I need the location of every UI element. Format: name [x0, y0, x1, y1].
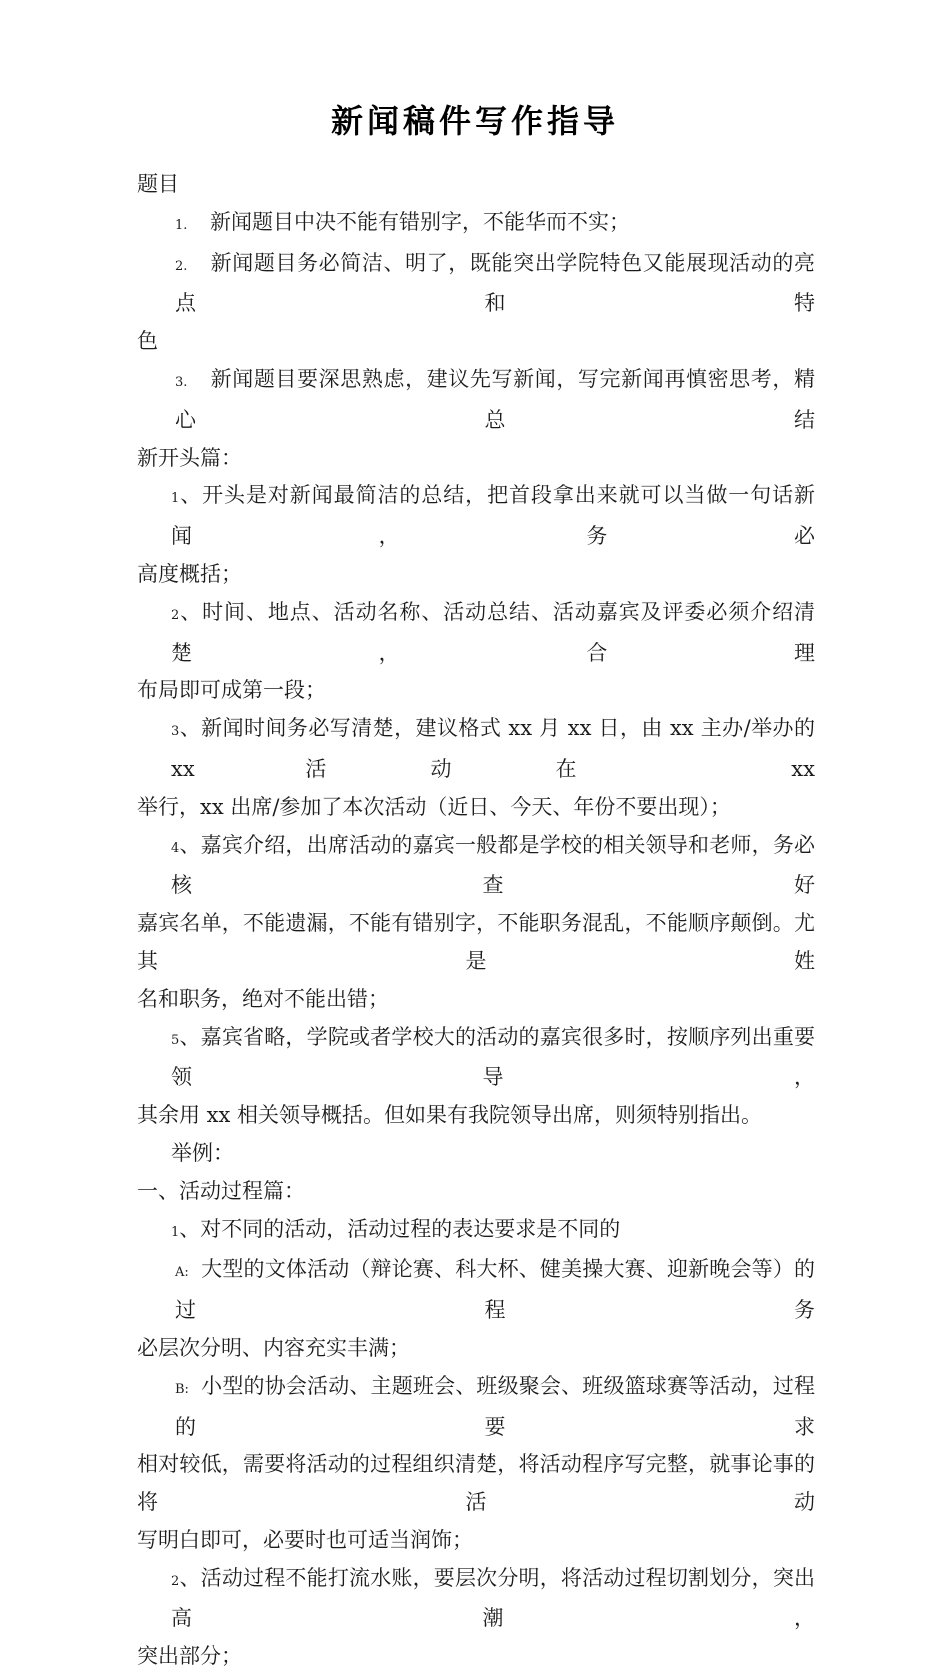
- list-marker: 1.: [175, 217, 188, 233]
- text-line: 1. 新闻题目中决不能有错别字，不能华而不实；: [137, 204, 815, 245]
- text-line: 2. 新闻题目务必简洁、明了，既能突出学院特色又能展现活动的亮点和特: [137, 245, 815, 324]
- list-marker: 1、: [171, 1216, 201, 1241]
- text-line: 4、嘉宾介绍，出席活动的嘉宾一般都是学校的相关领导和老师，务必核查好: [171, 832, 816, 898]
- list-marker: 1、: [171, 483, 203, 508]
- text-line: 3. 新闻题目要深思熟虑，建议先写新闻，写完新闻再慎密思考，精心总结: [137, 361, 815, 440]
- list-marker: 4、: [171, 832, 201, 857]
- list-marker: 5、: [171, 1024, 201, 1049]
- text-line: 新开头篇：: [137, 445, 242, 470]
- text-line: 1、对不同的活动，活动过程的表达要求是不同的: [171, 1216, 621, 1241]
- list-marker: 2、: [171, 1565, 201, 1590]
- text-line: 色: [137, 329, 158, 354]
- text-line: 5、嘉宾省略，学院或者学校大的活动的嘉宾很多时，按顺序列出重要领导，: [171, 1024, 816, 1090]
- text-line: B: 小型的协会活动、主题班会、班级聚会、班级篮球赛等活动，过程的要求: [137, 1368, 815, 1447]
- text-line: A: 大型的文体活动（辩论赛、科大杯、健美操大赛、迎新晚会等）的过程务: [137, 1251, 815, 1330]
- document-body: [0, 166, 950, 1676]
- list-marker: 3、: [171, 716, 202, 741]
- text-line: 一、活动过程篇：: [137, 1178, 305, 1203]
- text-line: 名和职务，绝对不能出错；: [137, 986, 389, 1011]
- list-marker: B:: [175, 1381, 189, 1397]
- text-line: 3、新闻时间务必写清楚，建议格式 xx 月 xx 日，由 xx 主办/举办的 xx 活动在 xx: [171, 716, 815, 781]
- list-marker: 2.: [175, 258, 188, 274]
- text-line: 举例：: [171, 1140, 234, 1165]
- text-line: 2、活动过程不能打流水账，要层次分明，将活动过程切割划分，突出高潮，: [171, 1565, 816, 1631]
- text-line: 1、开头是对新闻最简洁的总结，把首段拿出来就可以当做一句话新闻，务必: [171, 483, 815, 549]
- text-line: 举行，xx 出席/参加了本次活动（近日、今天、年份不要出现）；: [137, 794, 731, 819]
- text-line: 2、时间、地点、活动名称、活动总结、活动嘉宾及评委必须介绍清楚，合理: [171, 599, 815, 665]
- text-line: 突出部分；: [137, 1644, 242, 1669]
- text-line: 写明白即可，必要时也可适当润饰；: [137, 1527, 473, 1552]
- text-line: 布局即可成第一段；: [137, 678, 326, 703]
- text-line: 嘉宾名单，不能遗漏，不能有错别字，不能职务混乱，不能顺序颠倒。尤其是姓: [137, 911, 815, 973]
- list-marker: 3.: [175, 374, 188, 390]
- text-line: 其余用 xx 相关领导概括。但如果有我院领导出席，则须特别指出。: [137, 1103, 763, 1128]
- list-marker: 2、: [171, 599, 203, 624]
- document-title: 新闻稿件写作指导: [330, 102, 619, 140]
- text-line: 必层次分明、内容充实丰满；: [137, 1335, 410, 1360]
- list-marker: A:: [175, 1265, 189, 1281]
- text-line: 相对较低，需要将活动的过程组织清楚，将活动程序写完整，就事论事的将活动: [137, 1452, 815, 1515]
- text-line: 题目: [137, 172, 179, 196]
- text-line: 高度概括；: [137, 561, 242, 586]
